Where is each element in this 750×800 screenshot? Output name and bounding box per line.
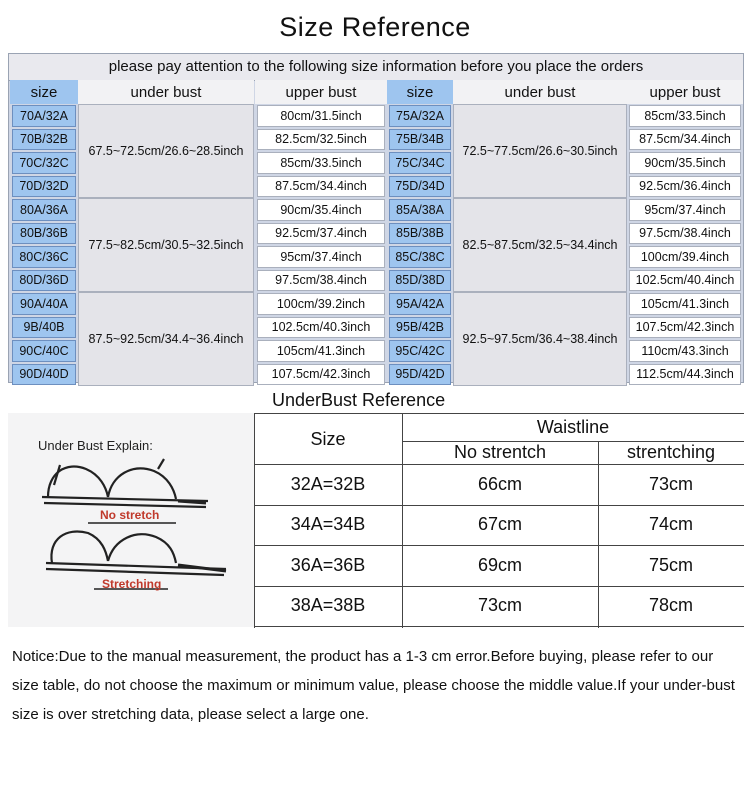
order-notice: please pay attention to the following size information before you place the orders bbox=[9, 54, 743, 81]
stretching-caption: Stretching bbox=[102, 577, 162, 591]
right-under-bust-header: under bust bbox=[453, 80, 627, 104]
right-size-cell: 85B/38B bbox=[389, 223, 451, 245]
right-size-cell: 95B/42B bbox=[389, 317, 451, 339]
left-size-cell: 70C/32C bbox=[12, 152, 76, 174]
right-under-bust-cell: 82.5~87.5cm/32.5~34.4inch bbox=[453, 198, 627, 292]
ub-size-cell: 36A=36B bbox=[290, 554, 366, 575]
left-upper-bust-cell: 107.5cm/42.3inch bbox=[257, 364, 385, 386]
right-upper-bust-cell: 100cm/39.4inch bbox=[629, 246, 741, 268]
left-under-bust-cell: 77.5~82.5cm/30.5~32.5inch bbox=[78, 198, 254, 292]
underbust-explain-panel bbox=[8, 413, 254, 627]
ub-no-stretch-cell: 73cm bbox=[477, 595, 522, 616]
left-size-cell: 90C/40C bbox=[12, 340, 76, 362]
bra-no-stretch-icon bbox=[42, 459, 208, 507]
left-upper-bust-header: upper bust bbox=[255, 80, 387, 104]
right-size-header: size bbox=[387, 80, 453, 104]
right-size-cell: 75A/32A bbox=[389, 105, 451, 127]
left-upper-bust-cell: 85cm/33.5inch bbox=[257, 152, 385, 174]
right-upper-bust-cell: 112.5cm/44.3inch bbox=[629, 364, 741, 386]
left-size-cell: 70A/32A bbox=[12, 105, 76, 127]
right-size-cell: 75C/34C bbox=[389, 152, 451, 174]
left-upper-bust-cell: 100cm/39.2inch bbox=[257, 293, 385, 315]
left-upper-bust-cell: 90cm/35.4inch bbox=[257, 199, 385, 221]
left-size-cell: 70B/32B bbox=[12, 129, 76, 151]
left-upper-bust-cell: 102.5cm/40.3inch bbox=[257, 317, 385, 339]
right-upper-bust-cell: 90cm/35.5inch bbox=[629, 152, 741, 174]
left-under-bust-cell: 87.5~92.5cm/34.4~36.4inch bbox=[78, 292, 254, 386]
right-size-cell: 95A/42A bbox=[389, 293, 451, 315]
left-size-cell: 70D/32D bbox=[12, 176, 76, 198]
ub-waistline-header: Waistline bbox=[536, 417, 610, 437]
right-size-cell: 85C/38C bbox=[389, 246, 451, 268]
left-under-bust-cell: 67.5~72.5cm/26.6~28.5inch bbox=[78, 104, 254, 198]
ub-stretching-cell: 75cm bbox=[648, 554, 693, 575]
right-size-cell: 85D/38D bbox=[389, 270, 451, 292]
ub-stretching-cell: 74cm bbox=[648, 514, 693, 535]
right-size-cell: 75D/34D bbox=[389, 176, 451, 198]
no-stretch-caption: No stretch bbox=[100, 508, 160, 522]
notice-text: Notice:Due to the manual measurement, the product has a 1-3 cm error.Before buying, please refer to our size table, do not choose the maximum or minimum value, please choose the middle value.If your under-bust size is over stretching data, please select a large one. bbox=[12, 648, 735, 723]
right-upper-bust-header: upper bust bbox=[627, 80, 743, 104]
right-under-bust-cell: 92.5~97.5cm/36.4~38.4inch bbox=[453, 292, 627, 386]
right-upper-bust-cell: 97.5cm/38.4inch bbox=[629, 223, 741, 245]
ub-size-cell: 34A=34B bbox=[290, 514, 366, 535]
left-size-cell: 80D/36D bbox=[12, 270, 76, 292]
left-size-cell: 90A/40A bbox=[12, 293, 76, 315]
left-size-header: size bbox=[10, 80, 78, 104]
left-size-cell: 9B/40B bbox=[12, 317, 76, 339]
right-upper-bust-cell: 107.5cm/42.3inch bbox=[629, 317, 741, 339]
right-upper-bust-cell: 92.5cm/36.4inch bbox=[629, 176, 741, 198]
ub-stretching-header: strentching bbox=[626, 441, 716, 462]
ub-size-cell: 32A=32B bbox=[290, 473, 366, 494]
underbust-title: UnderBust Reference bbox=[272, 390, 446, 410]
ub-no-stretch-header: No strentch bbox=[453, 441, 547, 462]
ub-no-stretch-cell: 66cm bbox=[477, 473, 522, 494]
right-upper-bust-cell: 87.5cm/34.4inch bbox=[629, 129, 741, 151]
ub-size-cell: 38A=38B bbox=[290, 595, 366, 616]
ub-stretching-cell: 73cm bbox=[648, 473, 693, 494]
left-size-cell: 80C/36C bbox=[12, 246, 76, 268]
left-size-cell: 80B/36B bbox=[12, 223, 76, 245]
underbust-explain-label: Under Bust Explain: bbox=[38, 438, 153, 453]
right-upper-bust-cell: 105cm/41.3inch bbox=[629, 293, 741, 315]
left-upper-bust-cell: 105cm/41.3inch bbox=[257, 340, 385, 362]
left-size-cell: 90D/40D bbox=[12, 364, 76, 386]
left-size-cell: 80A/36A bbox=[12, 199, 76, 221]
right-size-cell: 95D/42D bbox=[389, 364, 451, 386]
right-size-cell: 85A/38A bbox=[389, 199, 451, 221]
left-upper-bust-cell: 80cm/31.5inch bbox=[257, 105, 385, 127]
right-upper-bust-cell: 95cm/37.4inch bbox=[629, 199, 741, 221]
left-upper-bust-cell: 92.5cm/37.4inch bbox=[257, 223, 385, 245]
underbust-table bbox=[254, 413, 744, 627]
right-upper-bust-cell: 110cm/43.3inch bbox=[629, 340, 741, 362]
left-upper-bust-cell: 95cm/37.4inch bbox=[257, 246, 385, 268]
left-under-bust-header: under bust bbox=[78, 80, 254, 104]
right-size-cell: 75B/34B bbox=[389, 129, 451, 151]
bra-stretching-icon bbox=[46, 531, 226, 575]
right-upper-bust-cell: 85cm/33.5inch bbox=[629, 105, 741, 127]
right-size-cell: 95C/42C bbox=[389, 340, 451, 362]
left-upper-bust-cell: 82.5cm/32.5inch bbox=[257, 129, 385, 151]
right-under-bust-cell: 72.5~77.5cm/26.6~30.5inch bbox=[453, 104, 627, 198]
ub-no-stretch-cell: 67cm bbox=[477, 514, 522, 535]
table-rule bbox=[402, 441, 744, 442]
left-upper-bust-cell: 97.5cm/38.4inch bbox=[257, 270, 385, 292]
page-title: Size Reference bbox=[279, 12, 471, 42]
ub-stretching-cell: 78cm bbox=[648, 595, 693, 616]
left-upper-bust-cell: 87.5cm/34.4inch bbox=[257, 176, 385, 198]
right-upper-bust-cell: 102.5cm/40.4inch bbox=[629, 270, 741, 292]
ub-size-header: Size bbox=[310, 428, 346, 449]
size-table bbox=[8, 53, 744, 383]
ub-no-stretch-cell: 69cm bbox=[477, 554, 522, 575]
